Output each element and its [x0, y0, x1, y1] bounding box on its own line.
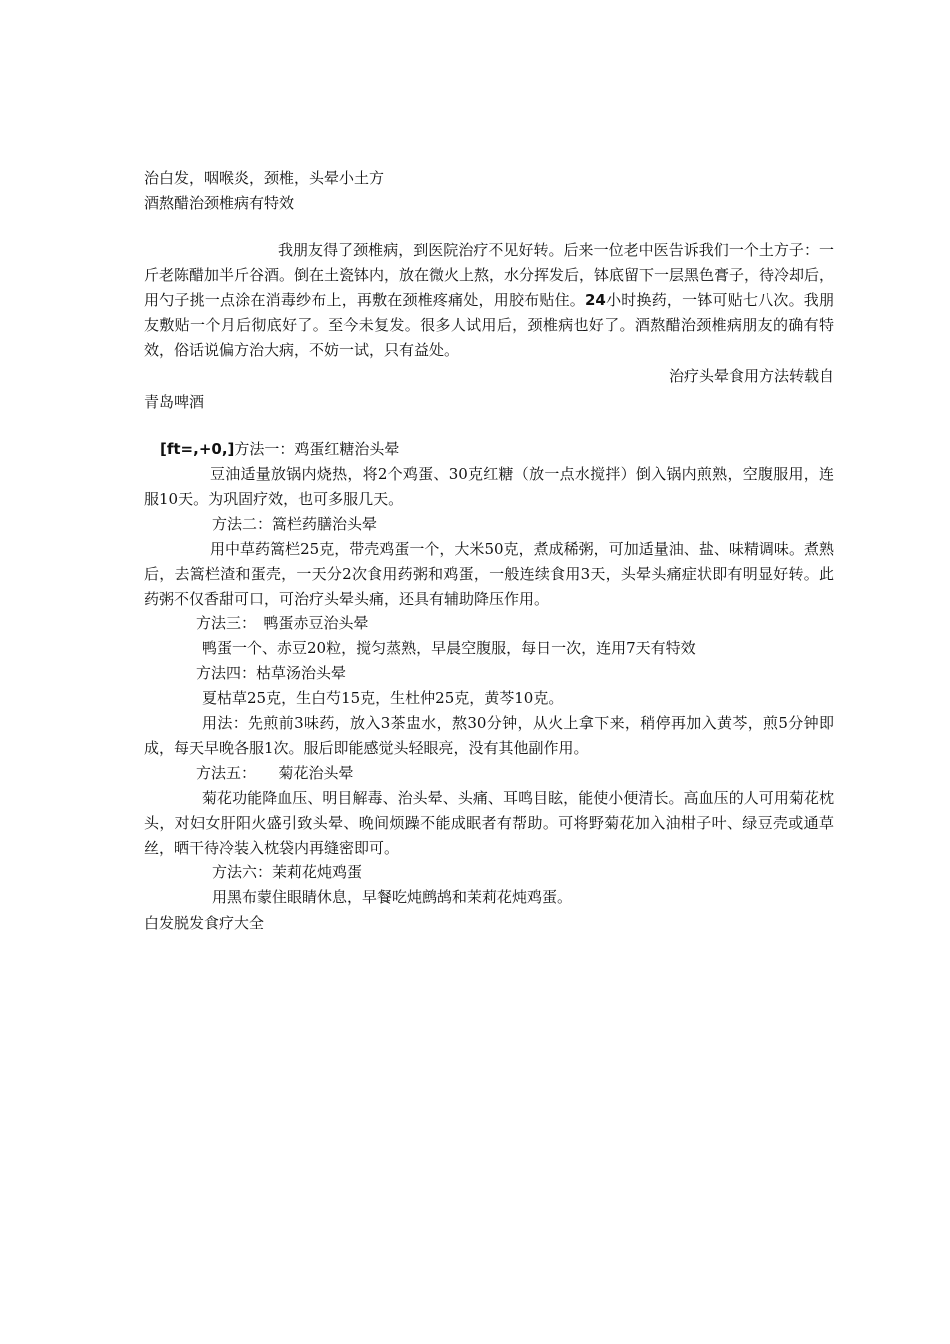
method4-ingredients: 夏枯草25克，生白芍15克，生杜仲25克，黄芩10克。 — [202, 689, 564, 707]
method6-text: 用黑布蒙住眼睛休息，早餐吃炖鹧鸪和茉莉花炖鸡蛋。 — [212, 888, 573, 906]
method1-title: 方法一：鸡蛋红糖治头晕 — [234, 440, 400, 458]
method2-title: 方法二：篙栏药膳治头晕 — [212, 515, 378, 533]
dizzy-heading: 治疗头晕食用方法转载自 — [668, 367, 834, 385]
method3-title: 方法三： 鸭蛋赤豆治头晕 — [196, 614, 369, 632]
method5-title: 方法五： 菊花治头晕 — [196, 764, 354, 782]
method2-text: 用中草药篙栏25克，带壳鸡蛋一个，大米50克，煮成稀粥，可加适量油、盐、味精调味。煮熟后，去篙栏渣和蛋壳，一天分2次食用药粥和鸡蛋，一般连续食用3天，头晕头痛症状即有明显好转。此药粥不仅香甜可口，可治疗头晕头痛，还具有辅助降压作用。 — [144, 540, 834, 608]
method5-text: 菊花功能降血压、明目解毒、治头晕、头痛、耳鸣目眩，能使小便清长。高血压的人可用菊花枕头，对妇女肝阳火盛引致头晕、晚间烦躁不能成眠者有帮助。可将野菊花加入油柑子叶、绿豆壳或通草丝，晒干待冷装入枕袋内再缝密即可。 — [144, 789, 834, 857]
method4-title: 方法四：枯草汤治头晕 — [196, 664, 347, 682]
method3-text: 鸭蛋一个、赤豆20粒，搅匀蒸熟，早晨空腹服，每日一次，连用7天有特效 — [202, 639, 696, 657]
story-text-part2: 小时换药，一钵可贴七八次。我朋友敷贴一个月后彻底好了。至今未复发。很多人试用后，颈椎病也好了。酒熬醋治颈椎病朋友的确有特效，俗话说偏方治大病，不妨一试，只有益处。 — [144, 291, 834, 359]
method1-text: 豆油适量放锅内烧热，将2个鸡蛋、30克红糖（放一点水搅拌）倒入锅内煎熟，空腹服用，连服10天。为巩固疗效，也可多服几天。 — [144, 465, 834, 508]
hair-loss-heading: 白发脱发食疗大全 — [144, 914, 265, 932]
format-marker: [ft=,+0,] — [160, 440, 235, 458]
source-label: 青岛啤酒 — [144, 393, 205, 411]
story-text-part1: 我朋友得了颈椎病，到医院治疗不见好转。后来一位老中医告诉我们一个土方子：一斤老陈醋加半斤谷酒。倒在土瓷钵内，放在微火上熬，水分挥发后，钵底留下一层黑色膏子，待冷却后，用勺子挑一点涂在消毒纱布上，再敷在颈椎疼痛处，用胶布贴住。 — [144, 241, 835, 309]
method1-heading — [160, 437, 399, 462]
method6-title: 方法六：茉莉花炖鸡蛋 — [212, 863, 363, 881]
cervical-heading: 酒熬醋治颈椎病有特效 — [144, 194, 295, 212]
story-number: 24 — [585, 291, 606, 309]
cervical-story-paragraph — [144, 238, 834, 363]
doc-title: 治白发，咽喉炎，颈椎，头晕小土方 — [144, 169, 385, 187]
method4-usage: 用法：先煎前3味药，放入3茶盅水，熬30分钟，从火上拿下来，稍停再加入黄芩，煎5分钟即成，每天早晚各服1次。服后即能感觉头轻眼亮，没有其他副作用。 — [144, 714, 834, 757]
